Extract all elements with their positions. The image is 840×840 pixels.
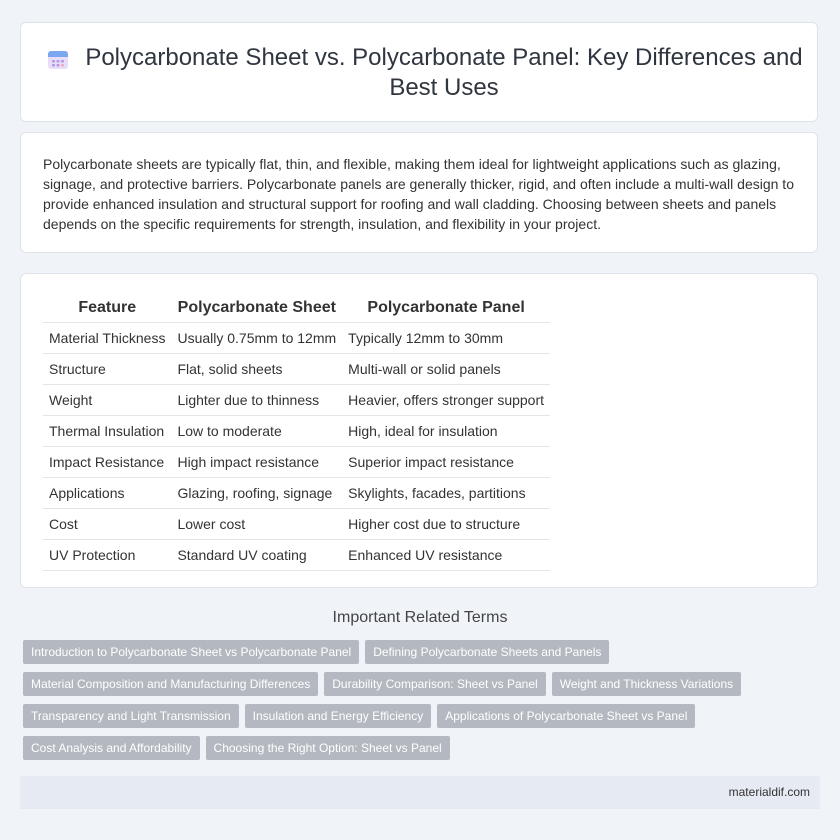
table-body <box>43 323 550 571</box>
related-terms-row <box>23 736 823 760</box>
related-terms-title: Important Related Terms <box>332 609 508 626</box>
comparison-table <box>43 296 550 571</box>
table-cell: Heavier, offers stronger support <box>342 385 550 416</box>
related-term-tag[interactable]: Introduction to Polycarbonate Sheet vs Polycarbonate Panel <box>23 640 359 664</box>
related-terms-row <box>23 640 823 664</box>
table-cell: Applications <box>43 478 171 509</box>
column-header: Polycarbonate Panel <box>342 296 550 323</box>
related-terms-row <box>23 704 823 728</box>
table-cell: Flat, solid sheets <box>171 354 342 385</box>
footer <box>20 776 820 809</box>
table-cell: Cost <box>43 509 171 540</box>
related-term-tag[interactable]: Insulation and Energy Efficiency <box>245 704 432 728</box>
table-cell: Material Thickness <box>43 323 171 354</box>
table-cell: UV Protection <box>43 540 171 571</box>
page-title: Polycarbonate Sheet vs. Polycarbonate Panel: Key Differences and Best Uses <box>85 44 803 101</box>
table-row <box>43 354 550 385</box>
table-cell: Superior impact resistance <box>342 447 550 478</box>
table-cell: Thermal Insulation <box>43 416 171 447</box>
footer-site-link[interactable]: materialdif.com <box>728 785 810 799</box>
related-terms-row <box>23 672 823 696</box>
table-row <box>43 478 550 509</box>
related-terms-list <box>23 640 823 768</box>
table-row <box>43 416 550 447</box>
related-term-tag[interactable]: Material Composition and Manufacturing Differences <box>23 672 318 696</box>
related-term-tag[interactable]: Cost Analysis and Affordability <box>23 736 200 760</box>
table-header-row <box>43 296 550 323</box>
table-row <box>43 540 550 571</box>
table-cell: High impact resistance <box>171 447 342 478</box>
related-term-tag[interactable]: Durability Comparison: Sheet vs Panel <box>324 672 545 696</box>
table-cell: Lower cost <box>171 509 342 540</box>
related-term-tag[interactable]: Defining Polycarbonate Sheets and Panels <box>365 640 609 664</box>
column-header: Feature <box>43 296 171 323</box>
table-cell: Higher cost due to structure <box>342 509 550 540</box>
table-cell: Standard UV coating <box>171 540 342 571</box>
table-cell: Typically 12mm to 30mm <box>342 323 550 354</box>
table-cell: Multi-wall or solid panels <box>342 354 550 385</box>
related-term-tag[interactable]: Weight and Thickness Variations <box>552 672 741 696</box>
table-cell: High, ideal for insulation <box>342 416 550 447</box>
intro-card <box>20 132 818 253</box>
table-cell: Structure <box>43 354 171 385</box>
related-term-tag[interactable]: Transparency and Light Transmission <box>23 704 239 728</box>
table-cell: Lighter due to thinness <box>171 385 342 416</box>
table-cell: Enhanced UV resistance <box>342 540 550 571</box>
table-cell: Usually 0.75mm to 12mm <box>171 323 342 354</box>
intro-paragraph: Polycarbonate sheets are typically flat, thin, and flexible, making them ideal for lightweight applications such as glazing, signage, and protective barriers. Polycarbonate panels are generally thicker, rigid, and often include a multi-wall design to provide enhanced insulation and structural support for roofing and wall cladding. Choosing between sheets and panels depends on the specific requirements for strength, insulation, and flexibility in your project. <box>43 156 794 232</box>
column-header: Polycarbonate Sheet <box>171 296 342 323</box>
comparison-card <box>20 273 818 588</box>
header-card <box>20 22 818 122</box>
table-cell: Skylights, facades, partitions <box>342 478 550 509</box>
related-term-tag[interactable]: Applications of Polycarbonate Sheet vs Panel <box>437 704 695 728</box>
table-row <box>43 323 550 354</box>
table-cell: Impact Resistance <box>43 447 171 478</box>
table-row <box>43 509 550 540</box>
table-row <box>43 385 550 416</box>
table-cell: Weight <box>43 385 171 416</box>
table-cell: Glazing, roofing, signage <box>171 478 342 509</box>
table-cell: Low to moderate <box>171 416 342 447</box>
table-row <box>43 447 550 478</box>
related-term-tag[interactable]: Choosing the Right Option: Sheet vs Panel <box>206 736 450 760</box>
